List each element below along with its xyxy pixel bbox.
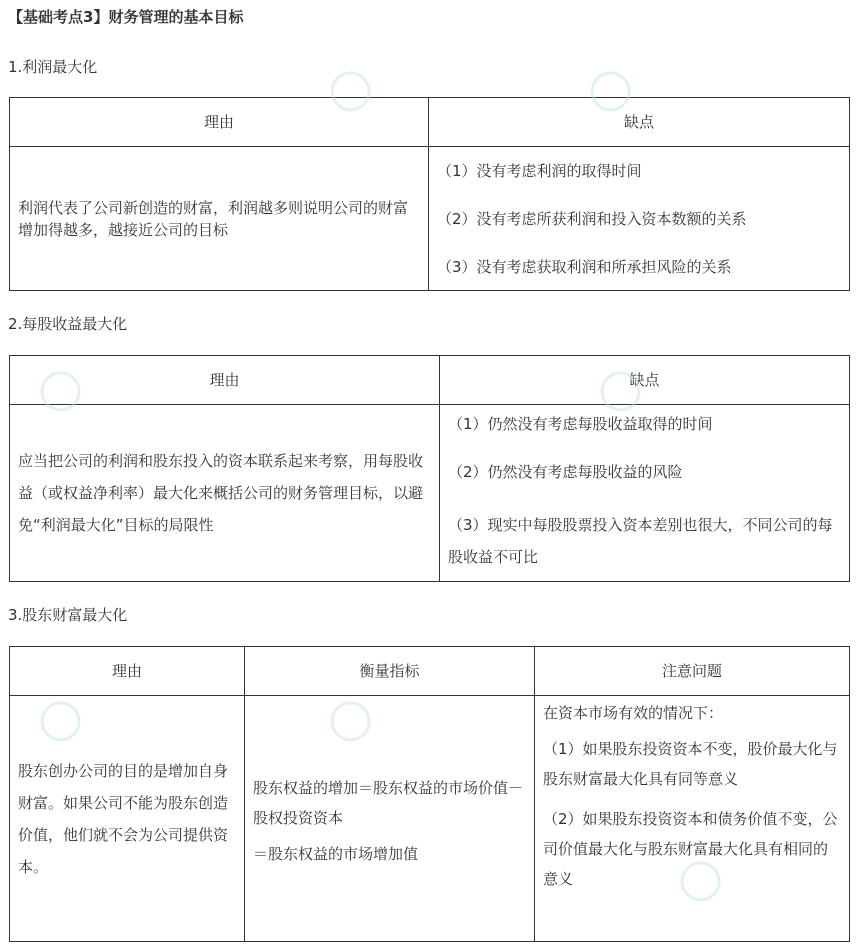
profit-max-table — [9, 97, 850, 291]
shareholder-wealth-table — [9, 646, 850, 942]
eps-max-table — [9, 355, 850, 582]
page-title: 【基础考点3】财务管理的基本目标 — [8, 8, 244, 26]
header-reason: 理由 — [10, 647, 245, 696]
header-measure: 衡量指标 — [245, 647, 535, 696]
header-cons: 缺点 — [429, 98, 850, 147]
section-1-heading: 1.利润最大化 — [8, 58, 98, 76]
con-item-3: （3）没有考虑获取利润和所承担风险的关系 — [437, 257, 732, 276]
cons-cell — [429, 147, 850, 291]
con-item-1: （1）没有考虑利润的取得时间 — [437, 161, 642, 180]
header-notes: 注意问题 — [535, 647, 850, 696]
reason-cell — [10, 696, 245, 942]
section-2-heading: 2.每股收益最大化 — [8, 315, 128, 333]
measure-line-2: ＝股东权益的市场增加值 — [253, 844, 419, 863]
reason-cell — [10, 147, 429, 291]
con-item-1: （1）仍然没有考虑每股收益取得的时间 — [448, 415, 713, 433]
reason-cell — [10, 405, 440, 582]
cons-cell — [440, 405, 850, 582]
reason-text: 股东创办公司的目的是增加自身财富。如果公司不能为股东创造价值，他们就不会为公司提供资本。 — [18, 761, 229, 876]
reason-text: 利润代表了公司新创造的财富，利润越多则说明公司的财富增加得越多，越接近公司的目标 — [18, 198, 409, 239]
note-item-1: （1）如果股东投资资本不变，股价最大化与股东财富最大化具有同等意义 — [543, 740, 838, 788]
con-item-2: （2）没有考虑所获利润和投入资本数额的关系 — [437, 209, 747, 228]
note-intro: 在资本市场有效的情况下： — [543, 704, 724, 722]
notes-cell — [535, 696, 850, 942]
header-reason: 理由 — [10, 98, 429, 147]
section-3-heading: 3.股东财富最大化 — [8, 606, 128, 624]
measure-line-1: 股东权益的增加＝股东权益的市场价值－股权投资资本 — [253, 778, 524, 827]
header-cons: 缺点 — [440, 356, 850, 405]
measure-cell — [245, 696, 535, 942]
header-reason: 理由 — [10, 356, 440, 405]
con-item-2: （2）仍然没有考虑每股收益的风险 — [448, 463, 683, 481]
note-item-2: （2）如果股东投资资本和债务价值不变，公司价值最大化与股东财富最大化具有相同的意义 — [543, 810, 838, 888]
reason-text: 应当把公司的利润和股东投入的资本联系起来考察，用每股收益（或权益净利率）最大化来概括公司的财务管理目标，以避免“利润最大化”目标的局限性 — [18, 452, 424, 534]
con-item-3: （3）现实中每股股票投入资本差别也很大，不同公司的每股收益不可比 — [448, 516, 833, 566]
